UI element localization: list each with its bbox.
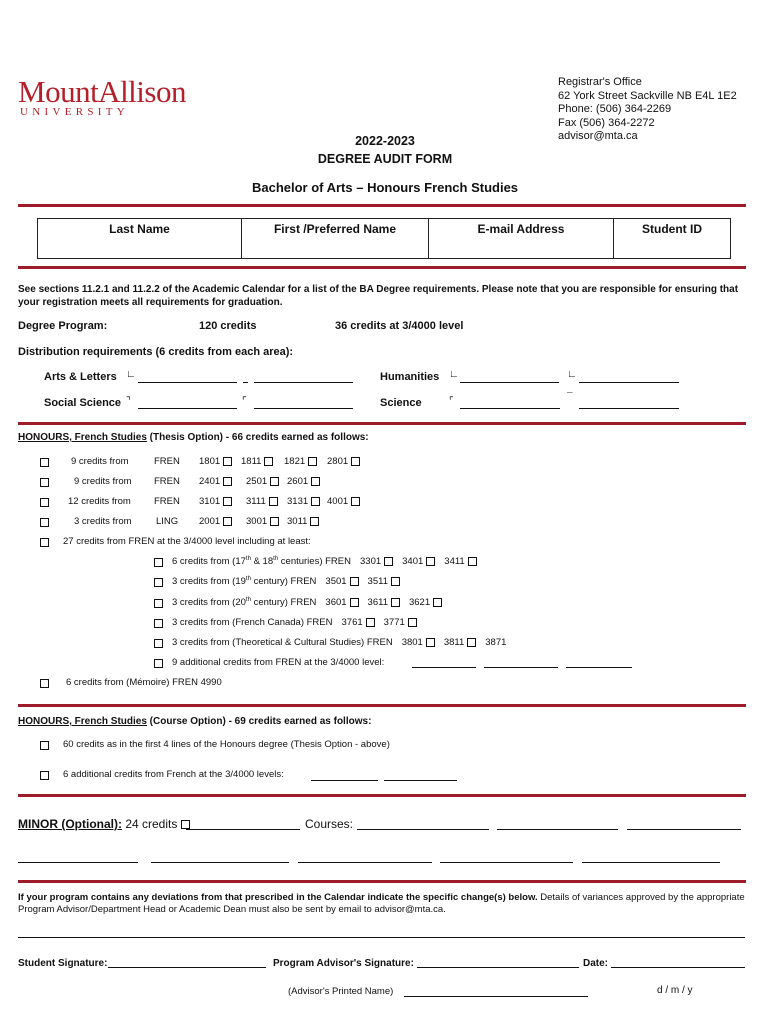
divider-red	[18, 266, 746, 269]
program-title: Bachelor of Arts – Honours French Studies	[251, 180, 519, 195]
divider-red	[18, 422, 746, 425]
degree-credits: 120 credits	[199, 320, 257, 332]
arts-blank-1[interactable]	[138, 382, 237, 383]
additional-blank-3[interactable]	[566, 667, 632, 668]
humanities-mark-icon: ∟	[449, 369, 459, 380]
sub-requirement-checkbox[interactable]	[154, 659, 163, 668]
sub-requirement-line	[172, 597, 442, 608]
course-code: 3411	[444, 556, 465, 568]
course-checkbox[interactable]	[426, 638, 435, 647]
advisor-signature-label: Program Advisor's Signature:	[273, 958, 414, 969]
registrar-office: Registrar's Office	[558, 76, 642, 88]
course-checkbox[interactable]	[351, 457, 360, 466]
additional-blank-2[interactable]	[484, 667, 558, 668]
humanities-blank-1[interactable]	[460, 382, 559, 383]
minor-label: MINOR (Optional):	[18, 817, 122, 831]
student-signature-label: Student Signature:	[18, 958, 108, 969]
course-option	[287, 496, 320, 507]
course-option	[246, 496, 278, 507]
sub-requirement-checkbox[interactable]	[154, 639, 163, 648]
course-option	[444, 637, 476, 648]
advisor-printed-name-blank[interactable]	[404, 996, 588, 997]
requirement-checkbox[interactable]	[40, 478, 49, 487]
course-option	[325, 576, 358, 587]
requirement-credits: 9 credits from	[71, 456, 129, 467]
sub-text: & 18	[250, 556, 274, 568]
course-option	[327, 496, 360, 507]
calendar-notice: See sections 11.2.1 and 11.2.2 of the Academic Calendar for a list of the BA Degree requirements. Please note that you are responsible for ensuring that your registration meets all requirements for graduation.	[18, 284, 739, 308]
degree-level: 36 credits at 3/4000 level	[335, 320, 464, 332]
divider-red	[18, 704, 746, 707]
student-id-label: Student ID	[642, 222, 702, 236]
social-mark-icon: ⌝	[126, 396, 131, 407]
course-code: 3761	[341, 617, 363, 628]
course-checkbox[interactable]	[366, 618, 375, 627]
course-line-6: 6 additional credits from French at the 3/4000 levels:	[63, 769, 284, 780]
course-checkbox[interactable]	[433, 598, 442, 607]
course-code: 3811	[443, 637, 465, 648]
course-checkbox[interactable]	[468, 557, 477, 566]
university-logo-sub: UNIVERSITY	[20, 106, 129, 118]
degree-program-label: Degree Program:	[18, 320, 108, 332]
course-option	[368, 597, 400, 608]
course-option	[360, 556, 393, 567]
course-code: 3611	[367, 597, 388, 609]
registrar-phone: Phone: (506) 364-2269	[558, 103, 672, 115]
sub-text: century) FREN	[250, 597, 317, 609]
form-title: DEGREE AUDIT FORM	[317, 152, 453, 166]
sub-text: 6 credits from (17	[172, 556, 246, 568]
course-checkbox[interactable]	[223, 497, 232, 506]
science-mark-icon-2: ¯	[567, 392, 573, 403]
course-option	[287, 476, 320, 487]
university-logo: MountAllison	[18, 74, 186, 109]
social-blank-2[interactable]	[254, 408, 353, 409]
checkbox-27-credits[interactable]	[40, 538, 49, 547]
requirement-subject: LING	[156, 516, 179, 527]
course-option-heading	[18, 715, 371, 728]
sub-requirement-line	[172, 657, 384, 668]
course-option	[409, 597, 442, 608]
sub-requirement-line	[172, 617, 417, 628]
course-option	[342, 617, 375, 628]
email-label: E-mail Address	[477, 222, 565, 236]
minor-courses-label: Courses:	[305, 817, 354, 831]
student-info-table	[37, 218, 731, 259]
minor-course-blank-3[interactable]	[627, 829, 741, 830]
minor-course-blank-4[interactable]	[18, 862, 138, 863]
sub-text: centuries) FREN	[278, 556, 351, 568]
registrar-email: advisor@mta.ca	[558, 130, 638, 142]
course-checkbox[interactable]	[311, 497, 320, 506]
course-option	[284, 456, 317, 467]
course-checkbox[interactable]	[350, 598, 359, 607]
course-line-60: 60 credits as in the first 4 lines of the Honours degree (Thesis Option - above)	[63, 739, 390, 750]
course-option	[402, 637, 435, 648]
course-code: 1821	[284, 456, 306, 467]
social-blank-1[interactable]	[138, 408, 237, 409]
course-code: 3501	[325, 576, 347, 588]
course-checkbox[interactable]	[384, 557, 393, 566]
first-name-cell[interactable]	[242, 219, 429, 258]
course-option	[327, 456, 360, 467]
course-option	[368, 576, 400, 587]
course-checkbox[interactable]	[310, 517, 319, 526]
superscript: th	[245, 576, 251, 582]
sub-requirement-line	[172, 576, 400, 587]
sub-text: 3 credits from (Theoretical & Cultural Studies) FREN	[172, 637, 393, 648]
course-checkbox[interactable]	[351, 497, 360, 506]
course-option	[246, 476, 279, 487]
requirement-subject: FREN	[154, 496, 180, 507]
humanities-blank-2[interactable]	[579, 382, 679, 383]
minor-course-blank-1[interactable]	[357, 829, 489, 830]
requirement-credits: 12 credits from	[68, 496, 131, 507]
sub-requirement-checkbox[interactable]	[154, 599, 163, 608]
student-signature-blank[interactable]	[108, 967, 266, 968]
requirement-subject: FREN	[154, 476, 180, 487]
academic-year: 2022-2023	[355, 134, 415, 148]
social-mark-icon-2: ⌜	[242, 396, 247, 407]
course-option	[402, 556, 435, 567]
deviation-notice	[18, 892, 748, 916]
science-blank-2[interactable]	[579, 408, 679, 409]
superscript: th	[245, 597, 251, 603]
course-checkbox[interactable]	[467, 638, 476, 647]
requirement-checkbox[interactable]	[40, 458, 49, 467]
deviation-blank[interactable]	[18, 937, 745, 938]
course-option	[241, 456, 273, 467]
minor-subject-blank[interactable]	[186, 829, 300, 830]
course-checkbox[interactable]	[391, 577, 400, 586]
course-checkbox[interactable]	[426, 557, 435, 566]
course-option	[287, 516, 319, 527]
course-code: 3801	[401, 637, 423, 648]
course-code: 2401	[199, 476, 221, 487]
arts-blank-sep	[243, 382, 248, 383]
divider-red	[18, 880, 746, 883]
superscript: th	[245, 556, 251, 562]
sub-requirement-line	[172, 556, 477, 567]
student-id-cell[interactable]	[614, 219, 730, 258]
requirement-credits: 3 credits from	[74, 516, 132, 527]
sub-text: century) FREN	[250, 576, 317, 588]
course-code: 2801	[327, 456, 349, 467]
course-checkbox[interactable]	[270, 517, 279, 526]
course-code: 3101	[199, 496, 221, 507]
sub-requirement-checkbox[interactable]	[154, 619, 163, 628]
minor-course-blank-7[interactable]	[440, 862, 573, 863]
minor-course-blank-6[interactable]	[298, 862, 432, 863]
course-option	[199, 456, 232, 467]
science-blank-1[interactable]	[460, 408, 560, 409]
minor-course-blank-2[interactable]	[497, 829, 618, 830]
course-checkbox[interactable]	[408, 618, 417, 627]
divider-red	[18, 794, 746, 797]
course-code: 2501	[246, 476, 268, 487]
additional-blank-1[interactable]	[412, 667, 476, 668]
course-code: 3111	[246, 496, 266, 507]
course-checkbox[interactable]	[308, 457, 317, 466]
first-name-label: First /Preferred Name	[273, 222, 397, 236]
requirement-checkbox[interactable]	[40, 518, 49, 527]
course-option	[325, 597, 358, 608]
minor-credits: 24 credits	[125, 817, 178, 831]
thesis-heading-rest: (Thesis Option) - 66 credits earned as follows:	[146, 432, 369, 443]
course-code: 3131	[287, 496, 309, 507]
science-label: Science	[380, 397, 422, 409]
course-code: 3301	[360, 556, 382, 568]
course-blank-1[interactable]	[311, 780, 378, 781]
requirement-credits: 9 credits from	[74, 476, 132, 487]
course-code: 4001	[327, 496, 349, 507]
registrar-fax: Fax (506) 364-2272	[558, 116, 655, 129]
course-code: 3621	[408, 597, 431, 609]
humanities-label: Humanities	[380, 371, 440, 383]
checkbox-60-credits[interactable]	[40, 741, 49, 750]
thesis-option-heading	[18, 431, 369, 444]
date-blank[interactable]	[611, 967, 745, 968]
sub-text: 9 additional credits from FREN at the 3/4000 level:	[172, 657, 385, 668]
course-option	[199, 516, 232, 527]
last-name-label: Last Name	[109, 222, 170, 236]
thesis-heading-underlined: HONOURS, French Studies	[18, 432, 147, 443]
science-mark-icon: ⌜	[449, 396, 454, 407]
course-code: 3001	[246, 516, 268, 527]
course-code: 3511	[367, 576, 388, 588]
registrar-address: 62 York Street Sackville NB E4L 1E2	[558, 89, 737, 102]
course-heading-underlined: HONOURS, French Studies	[18, 716, 147, 727]
course-code: 2601	[287, 476, 309, 487]
course-checkbox[interactable]	[223, 477, 232, 486]
email-cell[interactable]	[429, 219, 614, 258]
minor-row	[18, 817, 190, 831]
advisor-signature-blank[interactable]	[417, 967, 579, 968]
checkbox-minor[interactable]	[181, 820, 190, 829]
course-option	[246, 516, 279, 527]
course-option	[384, 617, 417, 628]
course-blank-2[interactable]	[384, 780, 457, 781]
course-checkbox[interactable]	[270, 477, 279, 486]
arts-letters-label: Arts & Letters	[44, 371, 117, 383]
date-format-hint: d / m / y	[657, 985, 693, 996]
course-code: 1811	[241, 456, 262, 467]
course-code: 3401	[402, 556, 424, 568]
course-option	[199, 496, 232, 507]
course-option	[444, 556, 476, 567]
sub-requirement-checkbox[interactable]	[154, 578, 163, 587]
date-label: Date:	[583, 958, 609, 969]
social-science-label: Social Science	[44, 397, 122, 409]
checkbox-6-additional[interactable]	[40, 771, 49, 780]
deviation-rest: Details of variances approved by the appropriate Program Advisor/Department Head or Academic Dean must also be sent by email to advisor@mta.ca.	[18, 892, 745, 915]
course-code: 1801	[199, 456, 221, 467]
course-code: 3601	[325, 597, 347, 609]
course-code: 3011	[287, 516, 308, 527]
course-checkbox[interactable]	[350, 577, 359, 586]
memoire-line: 6 credits from (Mémoire) FREN 4990	[66, 677, 222, 688]
sub-text: 3 credits from (19	[172, 576, 246, 588]
distribution-title: Distribution requirements (6 credits from each area):	[18, 346, 294, 358]
line-27-credits: 27 credits from FREN at the 3/4000 level including at least:	[63, 536, 311, 547]
minor-course-blank-8[interactable]	[582, 862, 720, 863]
deviation-bold: If your program contains any deviations from that prescribed in the Calendar indicate the specific change(s) below.	[18, 892, 538, 903]
course-checkbox[interactable]	[269, 497, 278, 506]
minor-course-blank-5[interactable]	[151, 862, 289, 863]
sub-requirement-line	[172, 637, 506, 648]
arts-blank-2[interactable]	[254, 382, 353, 383]
course-code: 3871	[485, 637, 507, 648]
course-code: 3771	[383, 617, 405, 628]
last-name-cell[interactable]	[38, 219, 242, 258]
course-checkbox[interactable]	[391, 598, 400, 607]
superscript: th	[273, 556, 279, 562]
sub-text: 3 credits from (French Canada) FREN	[172, 617, 333, 628]
course-checkbox[interactable]	[223, 457, 232, 466]
requirement-checkbox[interactable]	[40, 498, 49, 507]
advisor-printed-name-label: (Advisor's Printed Name)	[288, 986, 394, 997]
requirement-subject: FREN	[154, 456, 180, 467]
sub-text: 3 credits from (20	[172, 597, 246, 609]
course-checkbox[interactable]	[223, 517, 232, 526]
sub-requirement-checkbox[interactable]	[154, 558, 163, 567]
course-option	[199, 476, 232, 487]
humanities-mark-icon-2: ∟	[567, 369, 577, 380]
course-heading-rest: (Course Option) - 69 credits earned as follows:	[146, 716, 372, 727]
course-checkbox[interactable]	[311, 477, 320, 486]
arts-mark-icon: ∟	[126, 369, 136, 380]
course-checkbox[interactable]	[264, 457, 273, 466]
checkbox-memoire[interactable]	[40, 679, 49, 688]
divider-red	[18, 204, 746, 207]
course-code: 2001	[199, 516, 221, 527]
